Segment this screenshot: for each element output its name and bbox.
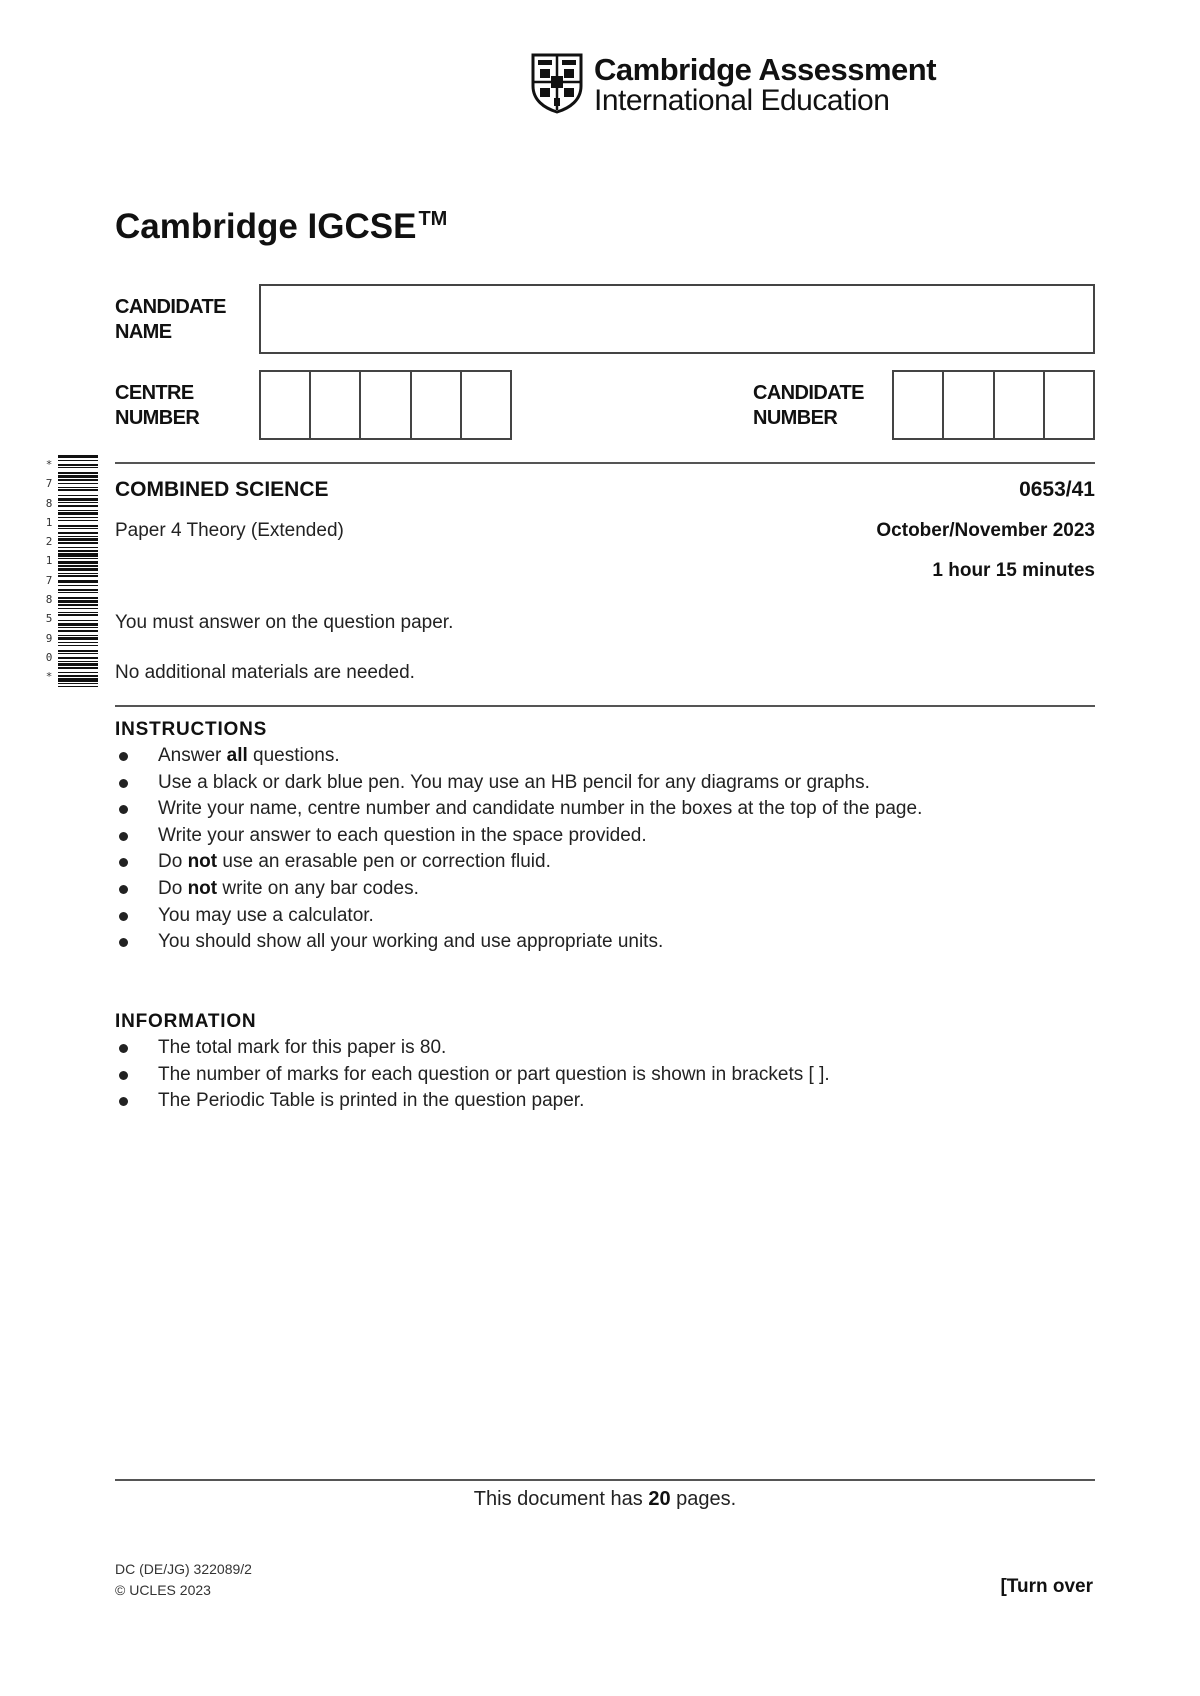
page-count-number: 20	[648, 1488, 671, 1510]
candidate-number-boxes	[892, 370, 1095, 440]
bullet-icon	[119, 1044, 128, 1053]
candidate-number-label-line1: CANDIDATE	[753, 382, 864, 404]
barcode-bar	[58, 608, 98, 609]
bullet-icon	[119, 1097, 128, 1106]
item-text: Write your name, centre number and candidate number in the boxes at the top of the page.	[158, 798, 923, 820]
barcode-bar	[58, 505, 98, 507]
barcode-bar	[58, 672, 98, 673]
list-item	[115, 903, 922, 930]
bullet-icon	[119, 912, 128, 921]
barcode-bar	[58, 637, 98, 640]
barcode-digit: 7	[45, 573, 53, 587]
barcode-bar	[58, 464, 98, 466]
barcode-bar	[58, 558, 98, 559]
page-count-text: This document has	[473, 1488, 649, 1510]
barcode-digits	[42, 455, 56, 687]
exam-duration: 1 hour 15 minutes	[932, 560, 1095, 581]
barcode-digit: 8	[45, 593, 53, 607]
barcode-bar	[58, 512, 98, 515]
centre-number-label-line1: CENTRE	[115, 382, 194, 404]
list-item	[115, 1088, 830, 1115]
candidate-digit-box[interactable]	[995, 372, 1045, 438]
centre-digit-box[interactable]	[462, 372, 510, 438]
barcode-bar	[58, 683, 98, 684]
item-text: Do	[158, 851, 188, 873]
barcode-bar	[58, 528, 98, 529]
barcode-bar	[58, 597, 98, 599]
document-reference	[115, 1559, 252, 1601]
barcode-bar	[58, 479, 98, 481]
barcode-bar	[58, 520, 98, 521]
item-emphasis: all	[226, 745, 248, 766]
barcode-bar	[58, 460, 98, 461]
barcode-bar	[58, 553, 98, 557]
barcode-bar	[58, 627, 98, 628]
barcode-bar	[58, 657, 98, 659]
logo-line-1: Cambridge Assessment	[594, 52, 937, 87]
item-text: The total mark for this paper is 80.	[158, 1037, 447, 1058]
item-emphasis: not	[187, 877, 218, 899]
barcode-digit: 8	[45, 496, 53, 510]
barcode-bar	[58, 483, 98, 484]
turn-over-label: [Turn over	[1000, 1576, 1093, 1597]
bullet-icon	[119, 832, 128, 841]
barcode-bar	[58, 623, 98, 626]
trademark-mark: TM	[418, 208, 448, 231]
barcode-digit: *	[45, 458, 53, 471]
instructions-title: INSTRUCTIONS	[115, 719, 268, 740]
barcode-digit: *	[45, 670, 53, 684]
item-text: Use a black or dark blue pen. You may use an HB pencil for any diagrams or graphs.	[158, 771, 870, 793]
barcode-bar	[58, 467, 98, 468]
materials-note: No additional materials are needed.	[115, 662, 415, 683]
barcode-bar	[58, 580, 98, 583]
barcode-bar	[58, 502, 98, 503]
barcode-digit: 9	[45, 631, 53, 645]
barcode-digit: 5	[45, 612, 53, 626]
answer-note: You must answer on the question paper.	[115, 612, 454, 633]
barcode-bar	[58, 614, 98, 616]
logo-line-2: International Education	[594, 84, 890, 117]
candidate-name-label-line2: NAME	[115, 321, 172, 343]
information-list	[115, 1035, 830, 1115]
bullet-icon	[119, 938, 128, 947]
barcode-bar	[58, 592, 98, 593]
bullet-icon	[119, 752, 128, 761]
list-item	[115, 1035, 830, 1062]
barcode-bar	[58, 536, 98, 537]
barcode-bar	[58, 495, 98, 496]
candidate-number-label	[753, 381, 864, 431]
barcode-bar	[58, 525, 98, 527]
barcode-bar	[58, 675, 98, 677]
barcode-digit: 0	[45, 650, 53, 664]
barcode-bar	[58, 620, 98, 621]
centre-digit-box[interactable]	[261, 372, 311, 438]
barcode-bar	[58, 686, 98, 687]
item-text: write on any bar codes.	[217, 877, 419, 899]
barcode-bar	[58, 568, 98, 571]
page-count-note	[0, 1488, 1200, 1511]
list-item	[115, 796, 922, 823]
brand-title	[115, 207, 447, 247]
barcode-bar	[58, 475, 98, 478]
item-text: Do	[158, 877, 188, 899]
barcode-bar	[58, 667, 98, 669]
centre-number-boxes	[259, 370, 512, 440]
item-emphasis: not	[187, 851, 218, 873]
item-text: questions.	[247, 745, 340, 766]
centre-number-label	[115, 381, 199, 431]
item-text: You should show all your working and use appropriate units.	[158, 931, 664, 953]
bullet-icon	[119, 1071, 128, 1080]
barcode-bar	[58, 498, 98, 501]
barcode-digit: 2	[45, 535, 53, 549]
barcode-bar	[58, 575, 98, 577]
candidate-digit-box[interactable]	[1045, 372, 1093, 438]
barcode-bar	[58, 653, 98, 654]
barcode-digit: 1	[45, 515, 53, 529]
barcode-bar	[58, 565, 98, 567]
barcode-bar	[58, 472, 98, 474]
barcode-digit: 1	[45, 554, 53, 568]
barcode	[42, 455, 98, 687]
candidate-number-label-line2: NUMBER	[753, 407, 838, 429]
exam-session: October/November 2023	[876, 520, 1095, 541]
barcode-bar	[58, 547, 98, 548]
barcode-bar	[58, 645, 98, 646]
item-text: The number of marks for each question or part question is shown in brackets [ ].	[158, 1063, 830, 1085]
barcode-bar	[58, 517, 98, 518]
barcode-bar	[58, 642, 98, 643]
barcode-bar	[58, 663, 98, 666]
reference-code: DC (DE/JG) 322089/2	[115, 1561, 252, 1577]
cambridge-logo	[530, 52, 937, 118]
barcode-bar	[58, 561, 98, 564]
list-item	[115, 1062, 830, 1089]
list-item	[115, 849, 922, 876]
barcode-bar	[58, 542, 98, 544]
barcode-bar	[58, 573, 98, 574]
bullet-icon	[119, 805, 128, 814]
page-count-text: pages.	[670, 1488, 737, 1510]
list-item	[115, 823, 922, 850]
bullet-icon	[119, 858, 128, 867]
item-text: Answer	[158, 745, 227, 766]
candidate-digit-box[interactable]	[944, 372, 994, 438]
barcode-bar	[58, 612, 98, 613]
information-title: INFORMATION	[115, 1011, 257, 1032]
crest-icon	[530, 52, 584, 114]
item-text: The Periodic Table is printed in the question paper.	[158, 1090, 585, 1112]
barcode-bar	[58, 489, 98, 491]
barcode-bar	[58, 532, 98, 534]
candidate-digit-box[interactable]	[894, 372, 944, 438]
barcode-bar	[58, 510, 98, 511]
paper-code: 0653/41	[1019, 478, 1095, 501]
brand-text: Cambridge IGCSE	[115, 207, 417, 246]
item-text: Write your answer to each question in the space provided.	[158, 824, 647, 846]
barcode-bar	[58, 538, 98, 541]
divider-top	[115, 462, 1095, 464]
barcode-bar	[58, 604, 98, 606]
barcode-bar	[58, 600, 98, 603]
barcode-bar	[58, 635, 98, 636]
bullet-icon	[119, 885, 128, 894]
divider-mid	[115, 705, 1095, 707]
candidate-name-label	[115, 295, 226, 345]
centre-digit-box[interactable]	[361, 372, 411, 438]
barcode-bar	[58, 550, 98, 552]
barcode-bar	[58, 661, 98, 662]
bullet-icon	[119, 779, 128, 788]
centre-digit-box[interactable]	[412, 372, 462, 438]
item-text: use an erasable pen or correction fluid.	[217, 851, 551, 873]
divider-bottom	[115, 1479, 1095, 1481]
barcode-bar	[58, 630, 98, 632]
barcode-bar	[58, 585, 98, 586]
candidate-name-box[interactable]	[259, 284, 1095, 354]
item-text: You may use a calculator.	[158, 904, 374, 926]
instructions-list	[115, 743, 922, 956]
centre-number-label-line2: NUMBER	[115, 407, 200, 429]
paper-title: Paper 4 Theory (Extended)	[115, 520, 344, 541]
barcode-bar	[58, 487, 98, 488]
list-item	[115, 770, 922, 797]
candidate-name-label-line1: CANDIDATE	[115, 296, 226, 318]
copyright-notice: © UCLES 2023	[115, 1582, 211, 1598]
list-item	[115, 929, 922, 956]
barcode-bar	[58, 678, 98, 682]
list-item	[115, 743, 922, 770]
barcode-digit: 7	[45, 477, 53, 491]
subject-title: COMBINED SCIENCE	[115, 478, 329, 501]
barcode-bars	[58, 455, 98, 687]
barcode-bar	[58, 650, 98, 652]
list-item	[115, 876, 922, 903]
centre-digit-box[interactable]	[311, 372, 361, 438]
barcode-bar	[58, 589, 98, 591]
barcode-bar	[58, 455, 98, 458]
